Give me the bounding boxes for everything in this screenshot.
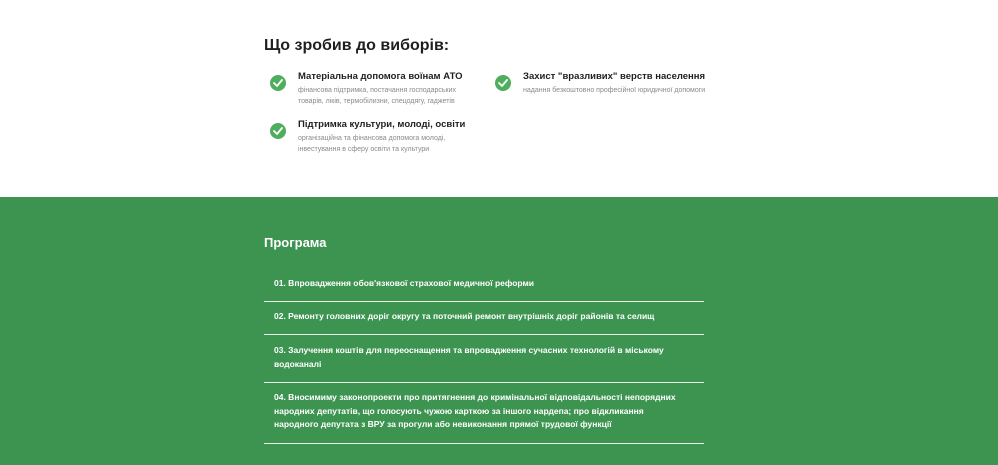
program-item-text: 02. Ремонту головних доріг округу та поточний ремонт внутрішніх доріг районів та селищ bbox=[274, 311, 655, 321]
achievement-item-title: Захист "вразливих" верств населення bbox=[523, 71, 706, 82]
achievement-item-desc: організаційна та фінансова допомога молоді, інвестування в сферу освіти та культури bbox=[298, 135, 446, 153]
achievement-item-title: Матеріальна допомога воїнам АТО bbox=[298, 71, 463, 82]
program-item[interactable] bbox=[264, 264, 704, 302]
program-section bbox=[0, 197, 998, 465]
achievements-title: Що зробив до виборів: bbox=[264, 37, 450, 54]
program-list bbox=[264, 264, 704, 444]
check-circle-icon bbox=[270, 123, 286, 139]
achievements-section bbox=[0, 0, 998, 197]
program-item[interactable] bbox=[264, 335, 704, 383]
program-item-text: 04. Вносимиму законопроекти про притягнення до кримінальної відповідальності непорядних народних депутатів, що голосують чужою карткою за іншого нардепа; про відкликання народного депутата з ВРУ за прогули або невиконання прямої трудової функції bbox=[274, 392, 676, 429]
achievement-item-desc: фінансова підтримка, постачання господарських товарів, ліків, термобілизни, спецодягу, гаджетів bbox=[298, 87, 457, 105]
program-item[interactable] bbox=[264, 383, 704, 444]
achievement-item-desc: надання безкоштовно професійної юридичної допомоги bbox=[523, 87, 706, 94]
achievement-item-title: Підтримка культури, молоді, освіти bbox=[298, 119, 466, 130]
program-item[interactable] bbox=[264, 302, 704, 335]
program-item-text: 03. Залучення коштів для переоснащення та впровадження сучасних технологій в міському водоканалі bbox=[274, 345, 664, 369]
check-circle-icon bbox=[270, 75, 286, 91]
program-item-text: 01. Впровадження обов'язкової страхової медичної реформи bbox=[274, 278, 535, 288]
program-title: Програма bbox=[264, 235, 327, 250]
check-circle-icon bbox=[495, 75, 511, 91]
